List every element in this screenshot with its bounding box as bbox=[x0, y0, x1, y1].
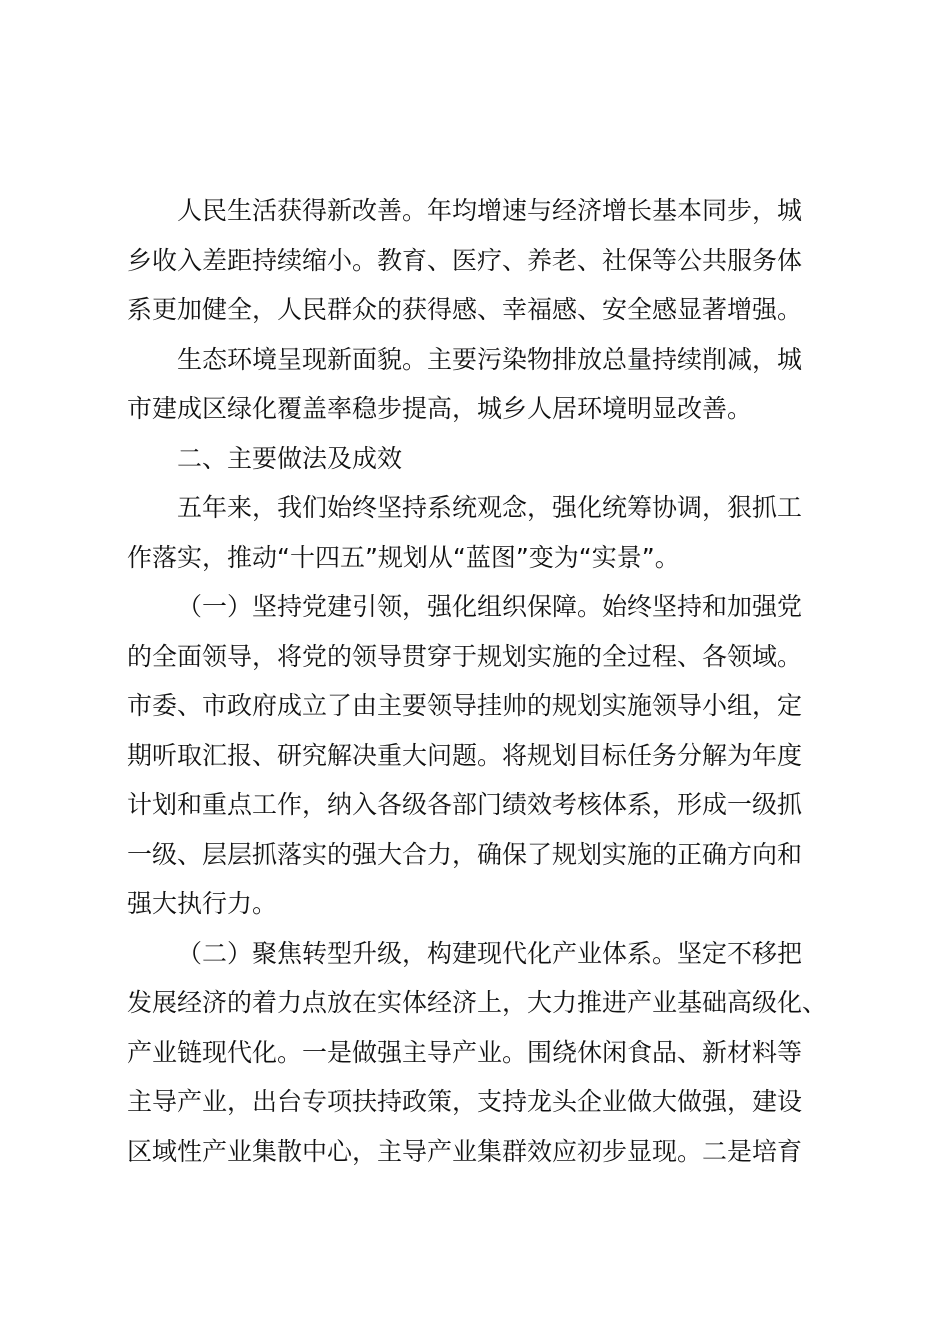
text-line: 发展经济的着力点放在实体经济上，大力推进产业基础高级化、 bbox=[127, 988, 828, 1017]
text-line: （一）坚持党建引领，强化组织保障。始终坚持和加强党 bbox=[177, 592, 803, 621]
section-heading: 二、主要做法及成效 bbox=[177, 443, 403, 473]
text-line: 强大执行力。 bbox=[127, 889, 278, 918]
text-line: 一级、层层抓落实的强大合力，确保了规划实施的正确方向和 bbox=[127, 839, 803, 869]
text-line: 五年来，我们始终坚持系统观念，强化统筹协调，狠抓工 bbox=[177, 493, 803, 522]
text-line: 作落实，推动“十四五”规划从“蓝图”变为“实景”。 bbox=[127, 542, 680, 572]
text-line: 产业链现代化。一是做强主导产业。围绕休闲食品、新材料等 bbox=[127, 1037, 803, 1067]
text-line: 生态环境呈现新面貌。主要污染物排放总量持续削减，城 bbox=[177, 344, 803, 374]
text-line: 乡收入差距持续缩小。教育、医疗、养老、社保等公共服务体 bbox=[127, 245, 803, 275]
text-line: 人民生活获得新改善。年均增速与经济增长基本同步，城 bbox=[177, 196, 803, 225]
text-line: 期听取汇报、研究解决重大问题。将规划目标任务分解为年度 bbox=[127, 740, 803, 770]
text-line: 主导产业，出台专项扶持政策，支持龙头企业做大做强，建设 bbox=[127, 1087, 803, 1116]
text-line: 市委、市政府成立了由主要领导挂帅的规划实施领导小组，定 bbox=[127, 691, 803, 720]
text-line: 市建成区绿化覆盖率稳步提高，城乡人居环境明显改善。 bbox=[127, 394, 753, 423]
text-line: 系更加健全，人民群众的获得感、幸福感、安全感显著增强。 bbox=[127, 295, 803, 324]
document-body bbox=[127, 186, 847, 1176]
text-line: 的全面领导，将党的领导贯穿于规划实施的全过程、各领域。 bbox=[127, 641, 803, 671]
text-line: 计划和重点工作，纳入各级各部门绩效考核体系，形成一级抓 bbox=[127, 790, 803, 819]
text-line: 区域性产业集散中心，主导产业集群效应初步显现。二是培育 bbox=[127, 1136, 803, 1166]
text-line: （二）聚焦转型升级，构建现代化产业体系。坚定不移把 bbox=[177, 938, 803, 968]
